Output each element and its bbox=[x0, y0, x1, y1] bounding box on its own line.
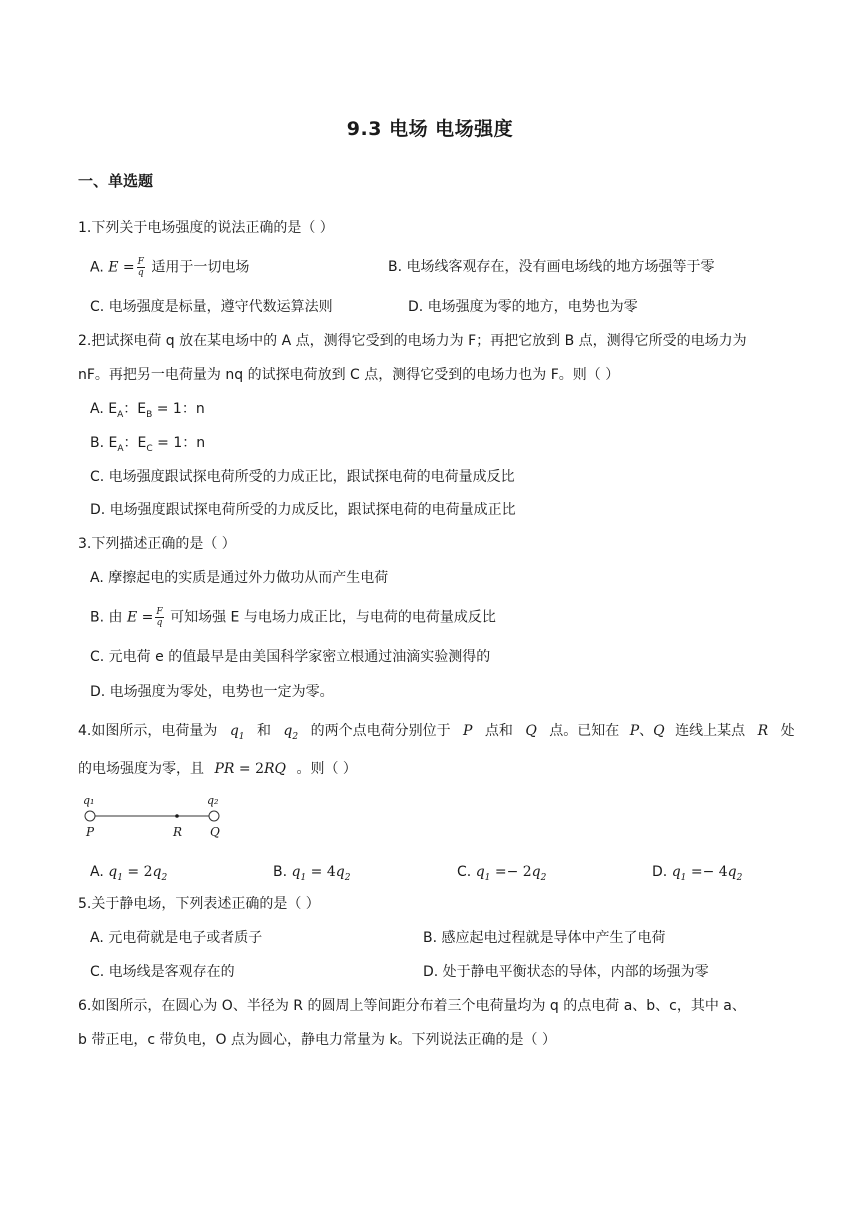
q5-option-a[interactable]: A. 元电荷就是电子或者质子 bbox=[90, 930, 263, 946]
q1-option-c[interactable]: C. 电场强度是标量，遵守代数运算法则 bbox=[90, 299, 333, 315]
q2-option-a-mid: ：E bbox=[123, 401, 147, 417]
q4-stem1-b: 和 bbox=[256, 723, 271, 739]
q1-option-b[interactable]: B. 电场线客观存在，没有画电场线的地方场强等于零 bbox=[388, 259, 715, 275]
section-heading: 一、单选题 bbox=[78, 172, 154, 190]
q4-stem1-h: 处 bbox=[780, 723, 795, 739]
q2-option-a-sub2: B bbox=[146, 409, 153, 420]
q4-stem-line2 bbox=[78, 759, 357, 779]
q5-option-d[interactable]: D. 处于静电平衡状态的导体，内部的场强为零 bbox=[423, 964, 709, 980]
q2-option-d[interactable]: D. 电场强度跟试探电荷所受的力成反比，跟试探电荷的电荷量成正比 bbox=[90, 502, 516, 518]
q3-option-d[interactable]: D. 电场强度为零处，电势也一定为零。 bbox=[90, 684, 334, 700]
fraction-f-over-q-2: $\frac{F}{q}$ bbox=[156, 607, 163, 628]
q1-option-d[interactable]: D. 电场强度为零的地方，电势也为零 bbox=[408, 299, 638, 315]
q1-option-a-suffix: 适用于一切电场 bbox=[146, 259, 250, 276]
q2-option-b-label: B. E bbox=[90, 435, 118, 451]
q4-option-b-formula: $q_1 = 4q_2$ bbox=[291, 864, 351, 883]
formula-e-equals-f-over-q-2: E = bbox=[126, 609, 154, 626]
q4-option-d-label: D. bbox=[652, 864, 672, 880]
fig-label-r: R bbox=[173, 825, 183, 839]
q4-option-a-formula: $q_1 = 2q_2$ bbox=[108, 864, 168, 883]
fig-charge-p bbox=[85, 811, 95, 821]
q2-stem-line1: 2.把试探电荷 q 放在某电场中的 A 点，测得它受到的电场力为 F；再把它放到 B 点，测得它所受的电场力为 bbox=[78, 333, 747, 349]
fig-charge-q bbox=[209, 811, 219, 821]
q4-figure bbox=[80, 792, 240, 842]
symbol-q-2: Q bbox=[653, 723, 665, 739]
q4-stem-line1 bbox=[78, 721, 795, 747]
q3-option-c[interactable]: C. 元电荷 e 的值最早是由美国科学家密立根通过油滴实验测得的 bbox=[90, 649, 491, 665]
q2-option-a[interactable] bbox=[90, 399, 205, 425]
fig-label-q2: q₂ bbox=[207, 794, 219, 807]
q4-stem1-a: 4.如图所示，电荷量为 bbox=[78, 723, 218, 739]
q4-option-c-label: C. bbox=[457, 864, 476, 880]
formula-e-equals-f-over-q: E = bbox=[108, 259, 135, 276]
q4-option-b-label: B. bbox=[273, 864, 292, 880]
q3-option-b[interactable] bbox=[90, 607, 496, 628]
fig-point-r bbox=[175, 814, 179, 818]
symbol-p: P bbox=[463, 723, 473, 739]
q4-stem1-e: 点。已知在 bbox=[549, 723, 620, 739]
q2-option-a-tail: = 1：n bbox=[152, 401, 205, 417]
q2-option-b-tail: = 1：n bbox=[152, 435, 206, 451]
q4-option-a[interactable] bbox=[90, 862, 167, 888]
q4-option-a-label: A. bbox=[90, 864, 109, 880]
q2-option-b-mid: ：E bbox=[123, 435, 147, 451]
q4-option-b[interactable] bbox=[273, 862, 350, 888]
q4-option-c[interactable] bbox=[457, 862, 546, 888]
fig-label-q: Q bbox=[210, 825, 220, 839]
q4-option-c-formula: $q_1 =- 2q_2$ bbox=[475, 864, 547, 883]
q4-option-d[interactable] bbox=[652, 862, 742, 888]
q2-option-c[interactable]: C. 电场强度跟试探电荷所受的力成正比，跟试探电荷的电荷量成反比 bbox=[90, 469, 515, 485]
fig-label-q1: q₁ bbox=[83, 794, 95, 807]
q2-option-b[interactable] bbox=[90, 433, 205, 459]
page-title: 9.3 电场 电场强度 bbox=[346, 118, 514, 140]
symbol-q1: $q_1$ bbox=[229, 723, 245, 742]
q6-stem-line2: b 带正电，c 带负电，O 点为圆心，静电力常量为 k。下列说法正确的是（ ） bbox=[78, 1032, 556, 1048]
q2-stem-line2: nF。再把另一电荷量为 nq 的试探电荷放到 C 点，测得它受到的电场力也为 F。则（ ） bbox=[78, 367, 620, 383]
q3-stem: 3.下列描述正确的是（ ） bbox=[78, 536, 236, 552]
q5-option-b[interactable]: B. 感应起电过程就是导体中产生了电荷 bbox=[423, 930, 666, 946]
q5-option-c[interactable]: C. 电场线是客观存在的 bbox=[90, 964, 235, 980]
symbol-p-2: P bbox=[629, 723, 640, 739]
q4-stem1-d: 点和 bbox=[484, 723, 513, 739]
fig-label-p: P bbox=[86, 825, 95, 839]
q1-option-a[interactable] bbox=[90, 257, 249, 278]
q1-option-a-prefix: A. bbox=[90, 259, 109, 276]
formula-pr-equals-2rq: PR = 2RQ bbox=[214, 761, 287, 777]
fraction-f-over-q: $\frac{F}{q}$ bbox=[137, 257, 144, 278]
q4-option-d-formula: $q_1 =- 4q_2$ bbox=[671, 864, 743, 883]
symbol-q: Q bbox=[525, 723, 537, 739]
q4-stem2-a: 的电场强度为零，且 bbox=[78, 761, 204, 777]
q3-option-a[interactable]: A. 摩擦起电的实质是通过外力做功从而产生电荷 bbox=[90, 570, 389, 586]
symbol-q2: $q_2$ bbox=[283, 723, 299, 742]
q3-option-b-suffix: 可知场强 E 与电场力成正比，与电荷的电荷量成反比 bbox=[165, 609, 496, 626]
q2-option-a-sub1: A bbox=[117, 409, 124, 420]
q1-stem: 1.下列关于电场强度的说法正确的是（ ） bbox=[78, 220, 334, 236]
q2-option-a-label: A. E bbox=[90, 401, 118, 417]
q2-option-b-sub2: C bbox=[146, 443, 153, 454]
symbol-r: R bbox=[757, 723, 769, 739]
q2-option-b-sub1: A bbox=[117, 443, 124, 454]
q4-stem2-b: 。则（ ） bbox=[296, 761, 357, 777]
q4-stem1-f: 、 bbox=[639, 723, 654, 739]
q4-stem1-c: 的两个点电荷分别位于 bbox=[310, 723, 451, 739]
q3-option-b-prefix: B. 由 bbox=[90, 609, 127, 626]
q5-stem: 5.关于静电场，下列表述正确的是（ ） bbox=[78, 896, 320, 912]
q4-stem1-g: 连线上某点 bbox=[675, 723, 746, 739]
q6-stem-line1: 6.如图所示，在圆心为 O、半径为 R 的圆周上等间距分布着三个电荷量均为 q 的点电荷 a、b、c，其中 a、 bbox=[78, 998, 746, 1014]
